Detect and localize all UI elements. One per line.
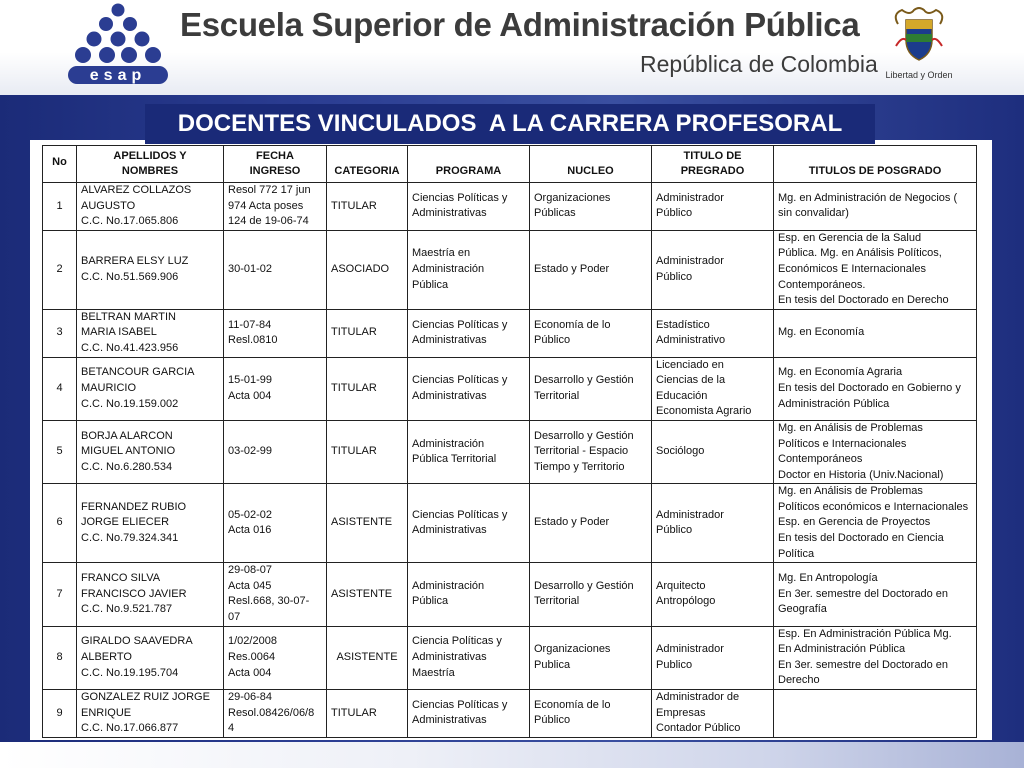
cell-category: ASISTENTE <box>327 484 408 563</box>
cell-postgrad: Mg. En Antropología En 3er. semestre del Doctorado en Geografía <box>774 563 977 626</box>
cell-program: Ciencia Políticas y Administrativas Maestría <box>408 626 530 689</box>
col-date: FECHA INGRESO <box>224 146 327 183</box>
cell-nucleus: Organizaciones Publica <box>530 626 652 689</box>
cell-program: Ciencias Políticas y Administrativas <box>408 183 530 231</box>
cell-postgrad: Esp. En Administración Pública Mg. En Administración Pública En 3er. semestre del Doctorado en Derecho <box>774 626 977 689</box>
cell-no: 9 <box>43 690 77 738</box>
cell-program: Ciencias Políticas y Administrativas <box>408 357 530 420</box>
cell-postgrad: Mg. en Análisis de Problemas Políticos económicos e Internacionales Esp. en Gerencia de Proyectos En tesis del Doctorado en Ciencia Política <box>774 484 977 563</box>
cell-postgrad: Mg. en Economía <box>774 309 977 357</box>
cell-names: BETANCOUR GARCIA MAURICIO C.C. No.19.159.002 <box>77 357 224 420</box>
table-row <box>43 563 977 626</box>
motto: Libertad y Orden <box>885 70 953 80</box>
cell-postgrad: Esp. en Gerencia de la Salud Pública. Mg. en Análisis Políticos, Económicos E Internacionales Contemporáneos. En tesis del Doctorado en Derecho <box>774 230 977 309</box>
table-row <box>43 420 977 483</box>
cell-date: 03-02-99 <box>224 420 327 483</box>
school-name: Escuela Superior de Administración Pública <box>180 6 860 43</box>
cell-nucleus: Estado y Poder <box>530 484 652 563</box>
cell-undergrad: Administrador Publico <box>652 626 774 689</box>
table-row <box>43 230 977 309</box>
cell-category: TITULAR <box>327 690 408 738</box>
cell-undergrad: Arquitecto Antropólogo <box>652 563 774 626</box>
cell-category: ASISTENTE <box>327 626 408 689</box>
cell-names: FRANCO SILVA FRANCISCO JAVIER C.C. No.9.521.787 <box>77 563 224 626</box>
table-row <box>43 357 977 420</box>
cell-date: 30-01-02 <box>224 230 327 309</box>
cell-postgrad <box>774 690 977 738</box>
cell-nucleus: Desarrollo y Gestión Territorial <box>530 563 652 626</box>
cell-date: 05-02-02 Acta 016 <box>224 484 327 563</box>
cell-no: 3 <box>43 309 77 357</box>
cell-category: ASISTENTE <box>327 563 408 626</box>
cell-no: 8 <box>43 626 77 689</box>
cell-undergrad: Licenciado en Ciencias de la Educación Economista Agrario <box>652 357 774 420</box>
cell-no: 7 <box>43 563 77 626</box>
cell-program: Ciencias Políticas y Administrativas <box>408 309 530 357</box>
cell-nucleus: Desarrollo y Gestión Territorial <box>530 357 652 420</box>
cell-date: Resol 772 17 jun 974 Acta poses 124 de 19-06-74 <box>224 183 327 231</box>
cell-names: FERNANDEZ RUBIO JORGE ELIECER C.C. No.79.324.341 <box>77 484 224 563</box>
col-program: PROGRAMA <box>408 146 530 183</box>
cell-date: 1/02/2008 Res.0064 Acta 004 <box>224 626 327 689</box>
cell-undergrad: Administrador Público <box>652 484 774 563</box>
col-postgrad: TITULOS DE POSGRADO <box>774 146 977 183</box>
cell-category: ASOCIADO <box>327 230 408 309</box>
cell-category: TITULAR <box>327 357 408 420</box>
country-subtitle: República de Colombia <box>640 51 878 77</box>
cell-category: TITULAR <box>327 420 408 483</box>
table-row <box>43 626 977 689</box>
cell-undergrad: Estadístico Administrativo <box>652 309 774 357</box>
cell-undergrad: Administrador Público <box>652 183 774 231</box>
cell-date: 15-01-99 Acta 004 <box>224 357 327 420</box>
table-row <box>43 690 977 738</box>
cell-nucleus: Estado y Poder <box>530 230 652 309</box>
cell-no: 1 <box>43 183 77 231</box>
cell-date: 29-08-07 Acta 045 Resl.668, 30-07- 07 <box>224 563 327 626</box>
cell-date: 29-06-84 Resol.08426/06/8 4 <box>224 690 327 738</box>
cell-names: BARRERA ELSY LUZ C.C. No.51.569.906 <box>77 230 224 309</box>
cell-names: ALVAREZ COLLAZOS AUGUSTO C.C. No.17.065.806 <box>77 183 224 231</box>
coat-of-arms-icon <box>888 6 950 62</box>
cell-program: Administración Pública Territorial <box>408 420 530 483</box>
cell-names: GIRALDO SAAVEDRA ALBERTO C.C. No.19.195.704 <box>77 626 224 689</box>
table-row <box>43 484 977 563</box>
cell-postgrad: Mg. en Administración de Negocios ( sin convalidar) <box>774 183 977 231</box>
table-header-row <box>43 146 977 183</box>
col-category: CATEGORIA <box>327 146 408 183</box>
faculty-table <box>42 145 977 738</box>
col-undergrad: TITULO DE PREGRADO <box>652 146 774 183</box>
cell-postgrad: Mg. en Análisis de Problemas Políticos e Internacionales Contemporáneos Doctor en Historia (Univ.Nacional) <box>774 420 977 483</box>
col-names: APELLIDOS Y NOMBRES <box>77 146 224 183</box>
bottom-strip <box>0 742 1024 768</box>
cell-undergrad: Administrador Público <box>652 230 774 309</box>
cell-category: TITULAR <box>327 183 408 231</box>
cell-no: 5 <box>43 420 77 483</box>
table-row <box>43 183 977 231</box>
logo-text: esap <box>89 67 147 84</box>
cell-names: BELTRAN MARTIN MARIA ISABEL C.C. No.41.423.956 <box>77 309 224 357</box>
cell-no: 2 <box>43 230 77 309</box>
cell-nucleus: Desarrollo y Gestión Territorial - Espacio Tiempo y Territorio <box>530 420 652 483</box>
cell-postgrad: Mg. en Economía Agraria En tesis del Doctorado en Gobierno y Administración Pública <box>774 357 977 420</box>
page-header <box>0 0 1024 95</box>
cell-program: Administración Pública <box>408 563 530 626</box>
cell-undergrad: Sociólogo <box>652 420 774 483</box>
cell-nucleus: Economía de lo Público <box>530 309 652 357</box>
cell-undergrad: Administrador de Empresas Contador Público <box>652 690 774 738</box>
col-nucleus: NUCLEO <box>530 146 652 183</box>
cell-no: 4 <box>43 357 77 420</box>
cell-no: 6 <box>43 484 77 563</box>
cell-category: TITULAR <box>327 309 408 357</box>
cell-program: Maestría en Administración Pública <box>408 230 530 309</box>
cell-names: GONZALEZ RUIZ JORGE ENRIQUE C.C. No.17.066.877 <box>77 690 224 738</box>
slide-title: DOCENTES VINCULADOS A LA CARRERA PROFESORAL <box>145 104 875 144</box>
cell-date: 11-07-84 Resl.0810 <box>224 309 327 357</box>
esap-logo <box>66 2 170 86</box>
cell-program: Ciencias Políticas y Administrativas <box>408 484 530 563</box>
cell-nucleus: Organizaciones Públicas <box>530 183 652 231</box>
col-no: No <box>43 146 77 183</box>
table-row <box>43 309 977 357</box>
cell-nucleus: Economía de lo Público <box>530 690 652 738</box>
cell-names: BORJA ALARCON MIGUEL ANTONIO C.C. No.6.280.534 <box>77 420 224 483</box>
cell-program: Ciencias Políticas y Administrativas <box>408 690 530 738</box>
